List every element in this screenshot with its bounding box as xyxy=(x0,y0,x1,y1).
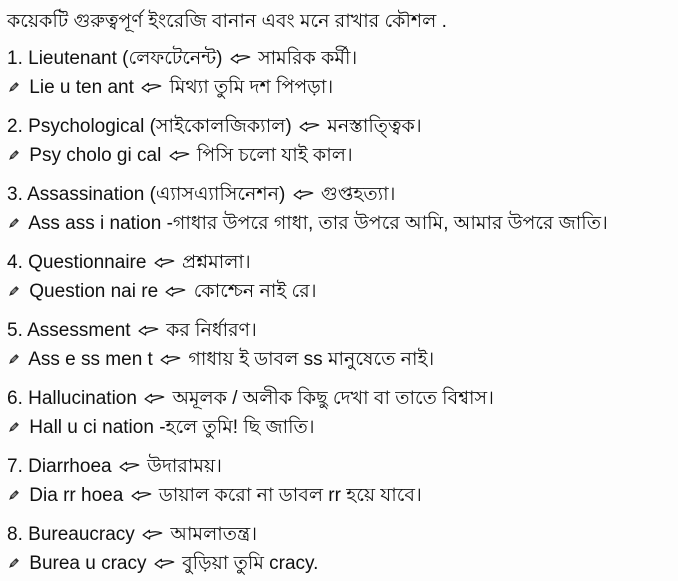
english-word: Hallucination xyxy=(28,388,137,409)
entry-mnemonic-line xyxy=(7,345,674,374)
word-breakdown: Hall u ci nation xyxy=(29,417,154,438)
word-breakdown: Question nai re xyxy=(29,281,159,302)
entry xyxy=(7,112,674,170)
swap-arrow-icon xyxy=(119,460,140,473)
pencil-icon xyxy=(7,80,21,94)
mnemonic-text: কোশ্চেন নাই রে। xyxy=(193,281,317,302)
english-word: Diarrhoea xyxy=(28,456,112,477)
entry-number: 1. xyxy=(7,48,23,69)
mnemonic-text: -গাধার উপরে গাধা, তার উপরে আমি, আমার উপরে জাতি। xyxy=(166,213,608,234)
entry-mnemonic-line xyxy=(7,277,674,306)
swap-arrow-icon xyxy=(154,256,175,269)
bengali-meaning: উদারাময়। xyxy=(147,456,222,477)
mnemonic-text: পিসি চলো যাই কাল। xyxy=(196,145,353,166)
english-word: Assessment xyxy=(27,320,131,341)
page-title: কয়েকটি গুরুত্বপূর্ণ ইংরেজি বানান এবং মনে রাখার কৌশল . xyxy=(7,11,447,32)
word-breakdown: Lie u ten ant xyxy=(29,77,134,98)
entry-number: 6. xyxy=(7,388,23,409)
swap-arrow-icon xyxy=(160,353,181,366)
entry-number: 8. xyxy=(7,524,23,545)
entry-number: 7. xyxy=(7,456,23,477)
pencil-icon xyxy=(7,216,21,230)
bengali-meaning: মনস্তাত্ত্বিক। xyxy=(327,116,422,137)
entry-number: 3. xyxy=(7,184,23,205)
entry-number: 4. xyxy=(7,252,23,273)
english-word: Assassination xyxy=(27,184,145,205)
swap-arrow-icon xyxy=(299,120,320,133)
mnemonic-text: ডায়াল করো না ডাবল rr হয়ে যাবে। xyxy=(158,485,422,506)
english-word: Questionnaire xyxy=(28,252,147,273)
swap-arrow-icon xyxy=(141,81,162,94)
entry xyxy=(7,384,674,442)
pencil-icon xyxy=(7,420,21,434)
entry-mnemonic-line xyxy=(7,209,674,238)
bengali-meaning: অমূলক / অলীক কিছু দেখা বা তাতে বিশ্বাস। xyxy=(172,388,494,409)
word-breakdown: Ass ass i nation xyxy=(28,213,162,234)
entry-number: 2. xyxy=(7,116,23,137)
bengali-meaning: প্রশ্নমালা। xyxy=(182,252,251,273)
swap-arrow-icon xyxy=(165,285,186,298)
word-breakdown: Ass e ss men t xyxy=(28,349,153,370)
pronunciation: (এ্যাসএ্যাসিনেশন) xyxy=(149,184,286,205)
pencil-icon xyxy=(7,148,21,162)
entry-mnemonic-line xyxy=(7,481,674,510)
entry-word-line xyxy=(7,112,674,141)
pencil-icon xyxy=(7,488,21,502)
english-word: Bureaucracy xyxy=(28,524,135,545)
swap-arrow-icon xyxy=(144,392,165,405)
entry-word-line xyxy=(7,44,674,73)
entry xyxy=(7,180,674,238)
english-word: Lieutenant xyxy=(28,48,117,69)
word-breakdown: Dia rr hoea xyxy=(29,485,124,506)
entry-mnemonic-line xyxy=(7,73,674,102)
bengali-meaning: গুপ্তহত্যা। xyxy=(320,184,396,205)
pronunciation: (সাইকোলজিক্যাল) xyxy=(149,116,292,137)
entry-number: 5. xyxy=(7,320,23,341)
pencil-icon xyxy=(7,352,21,366)
entry xyxy=(7,248,674,306)
entry-mnemonic-line xyxy=(7,549,674,578)
swap-arrow-icon xyxy=(169,149,190,162)
swap-arrow-icon xyxy=(230,52,251,65)
entry-mnemonic-line xyxy=(7,413,674,442)
bengali-meaning: আমলাতন্ত্র। xyxy=(170,524,257,545)
word-breakdown: Burea u cracy xyxy=(29,553,147,574)
entry-word-line xyxy=(7,452,674,481)
pencil-icon xyxy=(7,284,21,298)
mnemonic-text: বুড়িয়া তুমি cracy. xyxy=(182,553,319,574)
english-word: Psychological xyxy=(28,116,145,137)
entry-mnemonic-line xyxy=(7,141,674,170)
swap-arrow-icon xyxy=(293,188,314,201)
swap-arrow-icon xyxy=(131,489,152,502)
swap-arrow-icon xyxy=(154,557,175,570)
pencil-icon xyxy=(7,556,21,570)
pronunciation: (লেফটেনেন্ট) xyxy=(122,48,223,69)
entry-word-line xyxy=(7,180,674,209)
entry-word-line xyxy=(7,520,674,549)
swap-arrow-icon xyxy=(138,324,159,337)
swap-arrow-icon xyxy=(142,528,163,541)
bengali-meaning: সামরিক কর্মী। xyxy=(258,48,358,69)
word-breakdown: Psy cholo gi cal xyxy=(29,145,162,166)
mnemonic-text: -হলে তুমি! ছি জাতি। xyxy=(159,417,315,438)
entry-word-line xyxy=(7,384,674,413)
entry xyxy=(7,44,674,102)
entry-word-line xyxy=(7,316,674,345)
entry xyxy=(7,452,674,510)
bengali-meaning: কর নির্ধারণ। xyxy=(166,320,257,341)
mnemonic-text: গাধায় ই ডাবল ss মানুষেতে নাই। xyxy=(188,349,435,370)
entry xyxy=(7,520,674,578)
entry-word-line xyxy=(7,248,674,277)
entry xyxy=(7,316,674,374)
mnemonic-text: মিথ্যা তুমি দশ পিপড়া। xyxy=(169,77,334,98)
